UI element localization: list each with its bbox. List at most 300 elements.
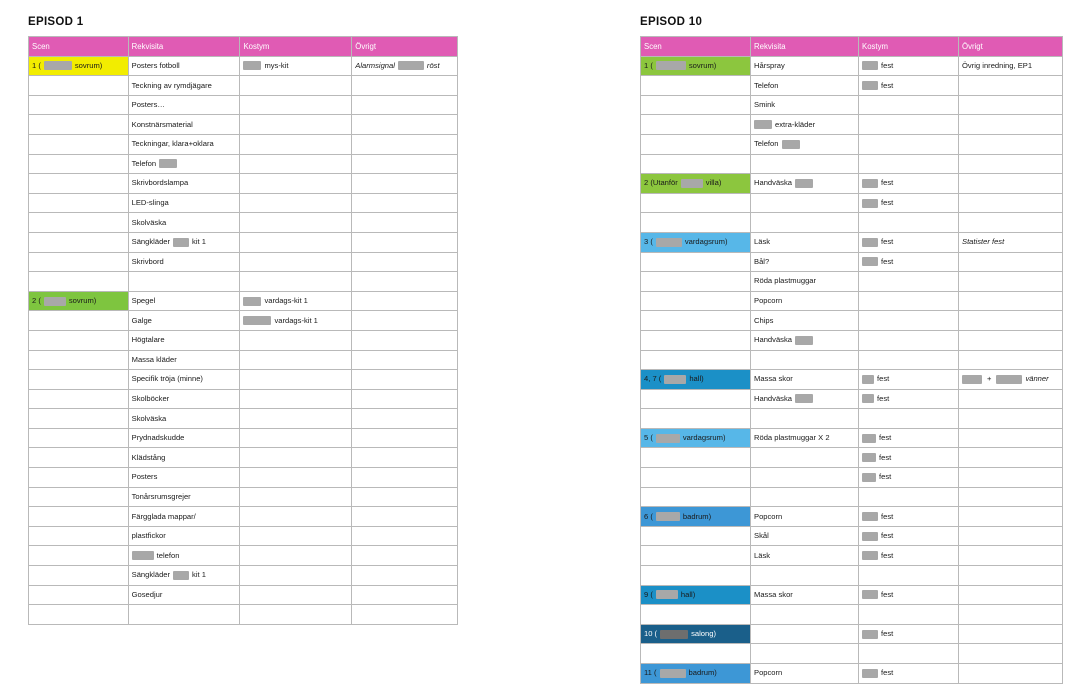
kostym-cell-content xyxy=(862,238,955,247)
kostym-cell xyxy=(859,566,959,586)
rekvisita-cell xyxy=(128,56,240,76)
page-title-episode-1: EPISOD 1 xyxy=(28,16,84,28)
rekvisita-cell xyxy=(751,330,859,350)
rekvisita-cell-text: Färgglada mappar/ xyxy=(131,511,196,521)
table-row xyxy=(29,428,458,448)
scene-cell xyxy=(29,193,129,213)
redaction-block xyxy=(243,61,261,70)
table-row xyxy=(29,468,458,488)
ovrigt-cell xyxy=(959,546,1063,566)
redaction-block xyxy=(795,394,813,403)
rekvisita-cell-content xyxy=(132,591,237,599)
table-row xyxy=(29,448,458,468)
ovrigt-cell xyxy=(352,605,458,625)
redaction-block xyxy=(862,473,876,482)
rekvisita-cell-content xyxy=(132,375,237,383)
ovrigt-cell-content xyxy=(962,62,1059,70)
redaction-block xyxy=(862,453,876,462)
rekvisita-cell-content xyxy=(132,258,237,266)
rekvisita-cell-content xyxy=(132,199,237,207)
kostym-cell xyxy=(240,56,352,76)
ovrigt-cell xyxy=(959,330,1063,350)
ovrigt-cell xyxy=(959,115,1063,135)
kostym-cell xyxy=(859,370,959,390)
ovrigt-cell xyxy=(959,585,1063,605)
ovrigt-cell xyxy=(352,134,458,154)
rekvisita-cell-text: Sängkläder xyxy=(131,237,171,247)
scene-cell-content xyxy=(32,297,125,306)
rekvisita-cell-content xyxy=(132,454,237,462)
kostym-cell xyxy=(859,448,959,468)
rekvisita-cell-text-post: kit 1 xyxy=(192,237,206,247)
kostym-cell xyxy=(240,330,352,350)
table-row xyxy=(29,507,458,527)
rekvisita-cell-text: Popcorn xyxy=(754,511,783,521)
kostym-cell-content xyxy=(862,630,955,639)
redaction-block xyxy=(44,297,66,306)
kostym-cell-text-post: fest xyxy=(881,178,894,188)
redaction-block xyxy=(173,571,189,580)
rekvisita-cell xyxy=(751,664,859,684)
table-row xyxy=(29,409,458,429)
rekvisita-cell-text: Popcorn xyxy=(754,296,783,306)
table-row xyxy=(29,585,458,605)
rekvisita-cell-content xyxy=(132,415,237,423)
rekvisita-cell-content xyxy=(132,121,237,129)
rekvisita-cell-text: Röda plastmuggar xyxy=(754,276,817,286)
redaction-block xyxy=(862,512,878,521)
episode-1-panel xyxy=(28,0,458,625)
rekvisita-cell xyxy=(128,409,240,429)
table-row xyxy=(29,370,458,390)
ovrigt-cell xyxy=(959,644,1063,664)
kostym-cell-text-post: fest xyxy=(881,256,894,266)
redaction-block xyxy=(862,199,878,208)
ovrigt-cell xyxy=(959,468,1063,488)
rekvisita-cell-content xyxy=(132,62,237,70)
table-row xyxy=(641,566,1063,586)
rekvisita-cell-text: Skrivbord xyxy=(131,256,164,266)
rekvisita-cell-text-post: extra-kläder xyxy=(775,119,816,129)
rekvisita-cell xyxy=(751,213,859,233)
kostym-cell xyxy=(240,546,352,566)
kostym-cell xyxy=(859,546,959,566)
ovrigt-cell xyxy=(959,370,1063,390)
ovrigt-cell xyxy=(959,526,1063,546)
rekvisita-cell-content xyxy=(754,297,855,305)
scene-cell xyxy=(29,468,129,488)
table-row xyxy=(29,389,458,409)
table-row xyxy=(29,252,458,272)
redaction-block xyxy=(795,336,813,345)
scene-cell-content xyxy=(32,61,125,70)
rekvisita-cell-content xyxy=(754,434,855,442)
kostym-cell-text-post: fest xyxy=(879,452,892,462)
scene-cell xyxy=(641,585,751,605)
table-row xyxy=(641,389,1063,409)
ovrigt-cell xyxy=(959,448,1063,468)
ovrigt-cell xyxy=(352,468,458,488)
kostym-cell xyxy=(240,468,352,488)
scene-cell xyxy=(641,605,751,625)
redaction-block xyxy=(862,669,878,678)
kostym-cell-text-post: mys-kit xyxy=(264,60,289,70)
ovrigt-cell xyxy=(352,487,458,507)
table-row xyxy=(641,134,1063,154)
redaction-block xyxy=(862,394,874,403)
ovrigt-cell xyxy=(959,487,1063,507)
rekvisita-cell xyxy=(751,585,859,605)
rekvisita-cell xyxy=(751,232,859,252)
rekvisita-cell-text: Gosedjur xyxy=(131,589,163,599)
scene-cell-content xyxy=(644,238,747,247)
rekvisita-cell-content xyxy=(754,394,855,403)
table-row xyxy=(29,174,458,194)
kostym-cell-content xyxy=(862,394,955,403)
rekvisita-cell-text: Läsk xyxy=(754,550,771,560)
ovrigt-cell xyxy=(959,272,1063,292)
rekvisita-cell xyxy=(751,605,859,625)
ovrigt-cell-content xyxy=(355,61,454,70)
redaction-block xyxy=(656,238,682,247)
rekvisita-cell-text: Tonårsrumsgrejer xyxy=(131,491,191,501)
scene-cell xyxy=(29,409,129,429)
rekvisita-cell xyxy=(751,546,859,566)
rekvisita-cell-content xyxy=(132,238,237,247)
table-row xyxy=(29,330,458,350)
scene-cell xyxy=(29,272,129,292)
scene-cell-text: 5 ( xyxy=(644,433,653,443)
table-row xyxy=(29,56,458,76)
rekvisita-cell xyxy=(128,213,240,233)
scene-cell xyxy=(641,213,751,233)
ovrigt-cell xyxy=(352,389,458,409)
ovrigt-cell xyxy=(352,56,458,76)
table-row xyxy=(641,272,1063,292)
kostym-cell xyxy=(240,272,352,292)
scene-cell-text: 2 (Utanför xyxy=(644,178,678,188)
kostym-cell xyxy=(859,154,959,174)
kostym-cell xyxy=(859,291,959,311)
rekvisita-cell-text: Handväska xyxy=(754,178,792,188)
rekvisita-cell xyxy=(751,311,859,331)
rekvisita-cell xyxy=(751,507,859,527)
ovrigt-cell xyxy=(352,330,458,350)
rekvisita-cell-text: Bål? xyxy=(754,256,770,266)
kostym-cell-content xyxy=(862,590,955,599)
scene-cell xyxy=(641,428,751,448)
rekvisita-cell xyxy=(128,193,240,213)
scene-cell xyxy=(641,174,751,194)
scene-cell xyxy=(29,350,129,370)
redaction-block xyxy=(862,257,878,266)
table-row xyxy=(641,252,1063,272)
kostym-cell xyxy=(240,154,352,174)
ovrigt-cell xyxy=(959,566,1063,586)
rekvisita-cell-text: Smink xyxy=(754,100,776,110)
ovrigt-cell xyxy=(352,350,458,370)
rekvisita-cell xyxy=(128,272,240,292)
rekvisita-cell-content xyxy=(754,140,855,149)
rekvisita-cell-content xyxy=(754,238,855,246)
rekvisita-cell xyxy=(751,115,859,135)
kostym-cell-text-post: fest xyxy=(881,668,894,678)
rekvisita-cell xyxy=(128,487,240,507)
scene-cell xyxy=(641,487,751,507)
rekvisita-cell-text: Massa kläder xyxy=(131,354,177,364)
rekvisita-cell-text: Skolböcker xyxy=(131,394,170,403)
rekvisita-cell-content xyxy=(754,513,855,521)
table-row xyxy=(29,272,458,292)
scene-cell xyxy=(29,526,129,546)
scene-cell-text-post: hall) xyxy=(689,374,704,384)
rekvisita-cell-text: Läsk xyxy=(754,237,771,247)
rekvisita-cell-text: Spegel xyxy=(131,296,156,306)
kostym-cell-text-post: fest xyxy=(879,433,892,443)
ovrigt-cell xyxy=(352,585,458,605)
table-row xyxy=(29,350,458,370)
rekvisita-cell xyxy=(751,644,859,664)
table-row xyxy=(641,546,1063,566)
kostym-cell xyxy=(859,56,959,76)
ovrigt-cell-text-post: vänner xyxy=(1025,374,1049,384)
kostym-cell xyxy=(859,428,959,448)
ovrigt-cell xyxy=(352,409,458,429)
rekvisita-cell-content xyxy=(132,317,237,325)
rekvisita-cell-text: Skål xyxy=(754,531,769,541)
ovrigt-cell xyxy=(352,546,458,566)
rekvisita-cell-content xyxy=(754,591,855,599)
rekvisita-cell xyxy=(751,389,859,409)
kostym-cell-text-post: fest xyxy=(881,531,894,541)
scene-cell xyxy=(29,232,129,252)
redaction-block xyxy=(862,179,878,188)
kostym-cell xyxy=(859,213,959,233)
kostym-cell xyxy=(240,350,352,370)
scene-cell xyxy=(29,174,129,194)
scene-cell xyxy=(641,546,751,566)
scene-cell xyxy=(641,134,751,154)
rekvisita-cell-content xyxy=(132,101,237,109)
kostym-cell xyxy=(240,76,352,96)
scene-cell xyxy=(29,428,129,448)
column-header-ovrigt: Övrigt xyxy=(959,37,1063,57)
kostym-cell-content xyxy=(862,81,955,90)
redaction-block xyxy=(754,120,772,129)
ovrigt-cell xyxy=(352,507,458,527)
table-row xyxy=(641,154,1063,174)
kostym-cell xyxy=(240,370,352,390)
rekvisita-cell-content xyxy=(132,219,237,227)
kostym-cell-text-post: fest xyxy=(881,237,894,247)
rekvisita-cell-text: Specifik tröja (minne) xyxy=(131,374,203,384)
kostym-cell xyxy=(240,115,352,135)
rekvisita-cell-text: Skolväska xyxy=(131,217,167,227)
rekvisita-cell-content xyxy=(754,532,855,540)
rekvisita-cell xyxy=(751,350,859,370)
column-header-scen: Scen xyxy=(29,37,129,57)
ovrigt-cell xyxy=(352,566,458,586)
ovrigt-cell xyxy=(959,154,1063,174)
scene-cell-text: 10 ( xyxy=(644,629,658,639)
kostym-cell xyxy=(240,232,352,252)
kostym-cell-text-post: vardags-kit 1 xyxy=(264,296,308,306)
column-header-kostym: Kostym xyxy=(859,37,959,57)
table-header-row xyxy=(29,37,458,57)
scene-cell xyxy=(29,76,129,96)
rekvisita-cell xyxy=(751,370,859,390)
table-row xyxy=(641,664,1063,684)
table-row xyxy=(29,193,458,213)
ovrigt-cell xyxy=(959,252,1063,272)
rekvisita-cell xyxy=(751,56,859,76)
kostym-cell xyxy=(859,389,959,409)
kostym-cell-text-post: fest xyxy=(881,629,894,639)
redaction-block xyxy=(795,179,813,188)
redaction-block xyxy=(243,316,271,325)
scene-cell xyxy=(29,546,129,566)
ovrigt-cell xyxy=(959,624,1063,644)
table-row xyxy=(29,134,458,154)
rekvisita-cell xyxy=(128,468,240,488)
ovrigt-cell xyxy=(352,95,458,115)
rekvisita-cell-content xyxy=(754,179,855,188)
rekvisita-cell xyxy=(128,76,240,96)
kostym-cell-content xyxy=(243,297,348,306)
table-row xyxy=(29,546,458,566)
kostym-cell xyxy=(240,428,352,448)
rekvisita-cell-text: plastfickor xyxy=(131,531,166,541)
kostym-cell-content xyxy=(243,61,348,70)
ovrigt-cell xyxy=(959,311,1063,331)
scene-cell xyxy=(641,311,751,331)
redaction-block xyxy=(782,140,800,149)
kostym-cell xyxy=(240,174,352,194)
kostym-cell xyxy=(859,624,959,644)
episode-10-panel xyxy=(640,0,1062,684)
kostym-cell-text-post: fest xyxy=(881,198,894,208)
scene-cell xyxy=(641,76,751,96)
scene-cell xyxy=(641,272,751,292)
ovrigt-cell xyxy=(959,409,1063,429)
episode-1-table-body xyxy=(29,56,458,624)
kostym-cell xyxy=(859,644,959,664)
rekvisita-cell-content xyxy=(754,317,855,325)
scene-cell xyxy=(641,389,751,409)
kostym-cell-content xyxy=(862,532,955,541)
kostym-cell-content xyxy=(862,453,955,462)
ovrigt-cell xyxy=(352,448,458,468)
scene-cell xyxy=(641,507,751,527)
table-row xyxy=(29,526,458,546)
scene-cell xyxy=(641,448,751,468)
scene-cell xyxy=(641,468,751,488)
rekvisita-cell-content xyxy=(132,434,237,442)
rekvisita-cell xyxy=(751,526,859,546)
redaction-block xyxy=(243,297,261,306)
ovrigt-cell xyxy=(352,115,458,135)
kostym-cell xyxy=(240,566,352,586)
kostym-cell xyxy=(240,134,352,154)
scene-cell-text-post: badrum) xyxy=(682,511,712,521)
kostym-cell xyxy=(859,409,959,429)
scene-cell xyxy=(29,95,129,115)
redaction-block xyxy=(656,512,680,521)
scene-cell xyxy=(29,134,129,154)
ovrigt-cell xyxy=(959,76,1063,96)
rekvisita-cell-text: Klädstång xyxy=(131,452,166,462)
scene-cell-content xyxy=(644,512,747,521)
scene-cell xyxy=(29,585,129,605)
rekvisita-cell-content xyxy=(132,571,237,580)
column-header-ovrigt: Övrigt xyxy=(352,37,458,57)
table-row xyxy=(641,428,1063,448)
kostym-cell xyxy=(859,134,959,154)
table-row xyxy=(29,566,458,586)
ovrigt-cell xyxy=(959,134,1063,154)
rekvisita-cell-content xyxy=(132,336,237,344)
rekvisita-cell-content xyxy=(754,552,855,560)
episode-10-table xyxy=(640,36,1063,684)
scene-cell-content xyxy=(644,590,747,599)
table-row xyxy=(641,95,1063,115)
kostym-cell xyxy=(240,487,352,507)
redaction-block xyxy=(862,81,878,90)
scene-cell xyxy=(29,507,129,527)
rekvisita-cell-content xyxy=(754,101,855,109)
scene-cell xyxy=(29,487,129,507)
rekvisita-cell-text-post: telefon xyxy=(156,550,180,560)
rekvisita-cell xyxy=(128,115,240,135)
rekvisita-cell-text: Galge xyxy=(131,315,152,325)
kostym-cell-content xyxy=(862,375,955,384)
kostym-cell xyxy=(859,115,959,135)
kostym-cell xyxy=(240,252,352,272)
scene-cell-text: 2 ( xyxy=(32,296,41,306)
table-row xyxy=(641,330,1063,350)
ovrigt-cell xyxy=(352,370,458,390)
rekvisita-cell-content xyxy=(132,140,237,148)
kostym-cell xyxy=(240,389,352,409)
episode-10-table-body xyxy=(641,56,1063,683)
kostym-cell-content xyxy=(862,512,955,521)
episode-1-table xyxy=(28,36,458,625)
kostym-cell xyxy=(859,311,959,331)
kostym-cell xyxy=(859,585,959,605)
ovrigt-cell xyxy=(352,193,458,213)
ovrigt-cell xyxy=(959,389,1063,409)
ovrigt-cell xyxy=(959,232,1063,252)
rekvisita-cell xyxy=(128,428,240,448)
rekvisita-cell xyxy=(128,350,240,370)
kostym-cell-text-post: fest xyxy=(881,80,894,90)
rekvisita-cell-text: Prydnadskudde xyxy=(131,433,185,443)
kostym-cell-content xyxy=(862,199,955,208)
scene-cell xyxy=(29,115,129,135)
kostym-cell-text-post: fest xyxy=(881,550,894,560)
table-row xyxy=(29,605,458,625)
redaction-block xyxy=(862,238,878,247)
table-row xyxy=(29,232,458,252)
scene-cell xyxy=(29,330,129,350)
kostym-cell-text-post: fest xyxy=(879,472,892,482)
rekvisita-cell xyxy=(128,566,240,586)
ovrigt-cell xyxy=(352,526,458,546)
rekvisita-cell-text: Högtalare xyxy=(131,335,165,345)
ovrigt-cell xyxy=(352,76,458,96)
table-row xyxy=(641,291,1063,311)
kostym-cell-text-post: fest xyxy=(881,60,894,70)
